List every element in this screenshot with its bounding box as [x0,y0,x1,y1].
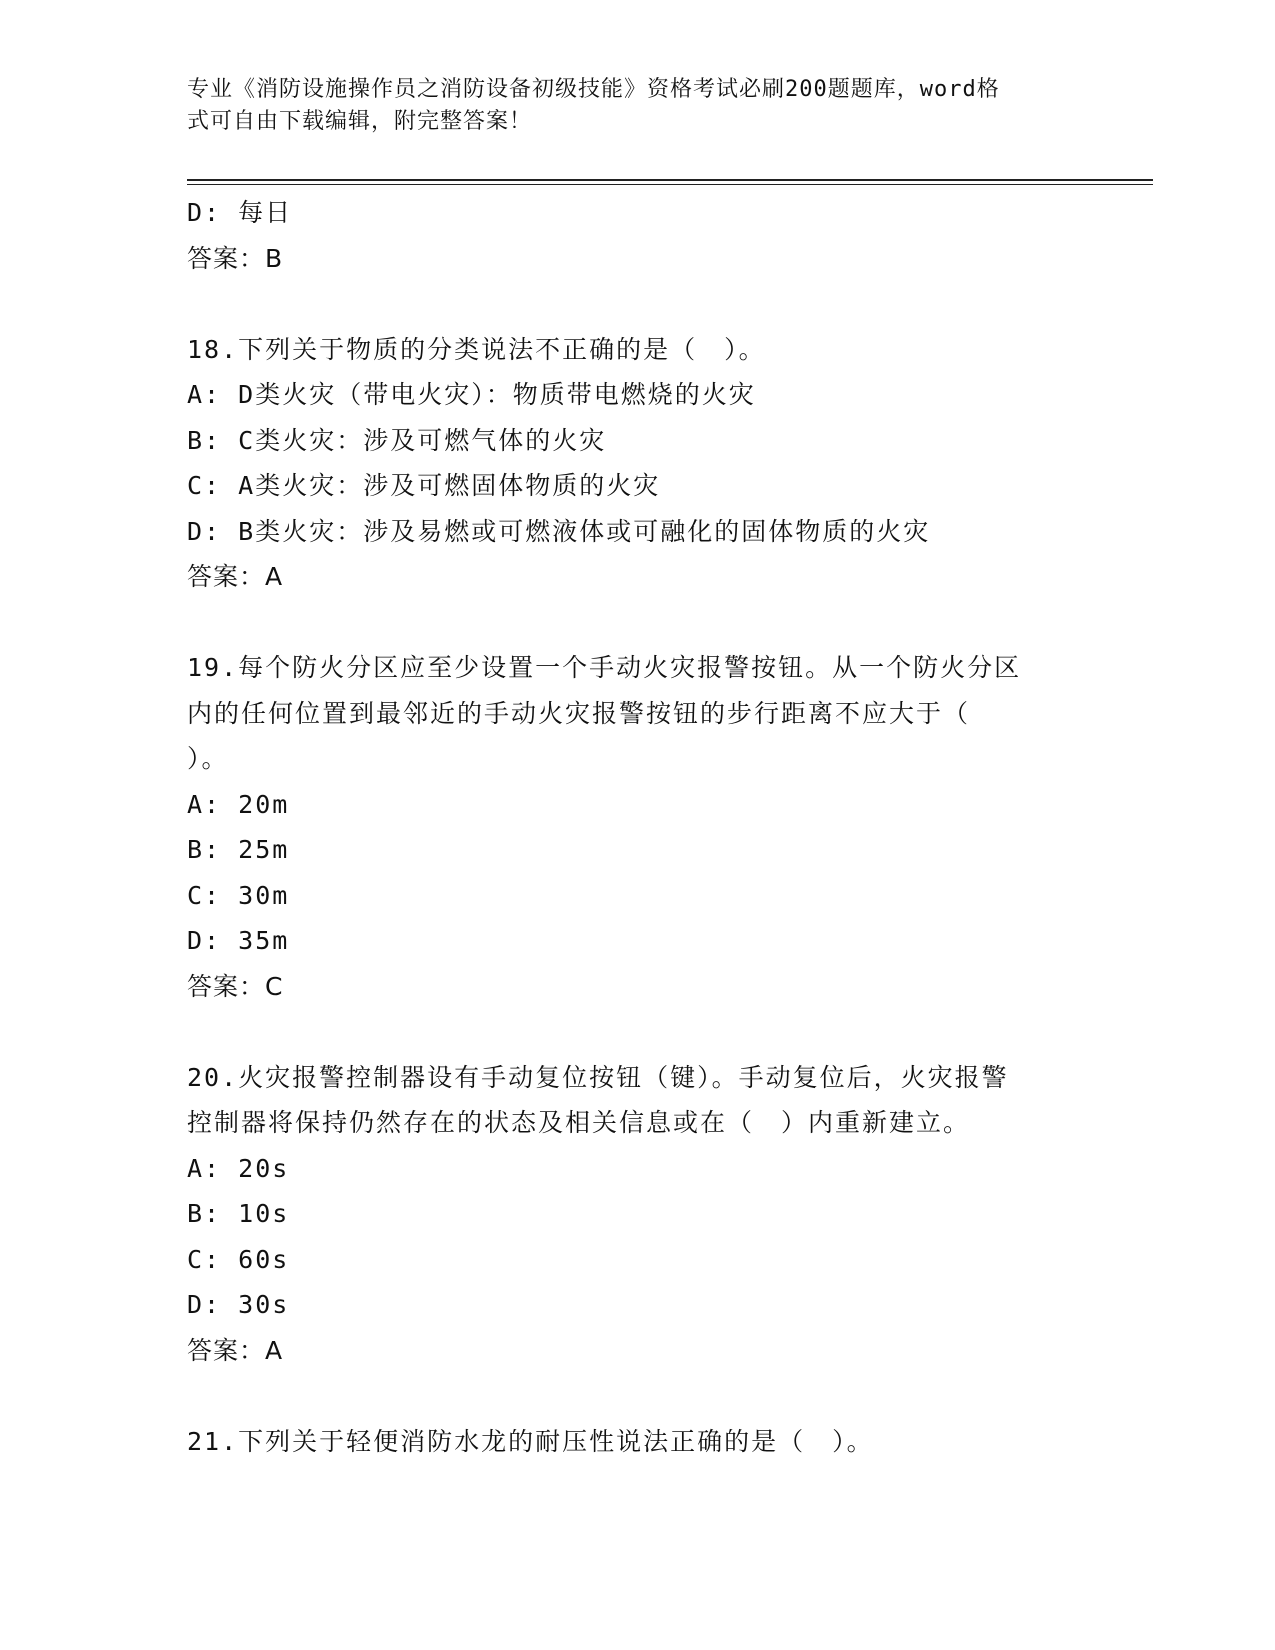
header-line-1: 专业《消防设施操作员之消防设备初级技能》资格考试必刷200题题库，word格 [187,77,1000,102]
answer: 答案：A [187,1335,284,1365]
option-b: B: C类火灾：涉及可燃气体的火灾 [187,425,607,455]
option-d: D: 30s [187,1290,290,1319]
question-20 [187,1055,1087,1374]
question-19 [187,645,1087,1009]
option-b: B: 25m [187,835,290,864]
question-21 [187,1419,1087,1465]
option-c: C: 60s [187,1244,290,1274]
option-d: D: B类火灾：涉及易燃或可燃液体或可融化的固体物质的火灾 [187,516,931,546]
header-line-2: 式可自由下载编辑，附完整答案！ [187,109,533,134]
spacer [187,1009,1087,1055]
document-header [187,74,1057,138]
option-c: C: 30m [187,880,290,910]
document-body [187,190,1087,1464]
prev-option-d: D: 每日 [187,198,293,227]
question-stem-line: 内的任何位置到最邻近的手动火灾报警按钮的步行距离不应大于（ [187,698,971,728]
header-divider-thick [187,179,1153,181]
answer: 答案：C [187,971,284,1001]
answer: 答案：A [187,562,284,591]
option-d: D: 35m [187,926,290,955]
prev-answer: 答案：B [187,243,284,273]
question-stem: 18.下列关于物质的分类说法不正确的是（ ）。 [187,334,766,364]
spacer [187,281,1087,327]
question-stem-line: ）。 [187,744,229,773]
header-divider-thin [187,184,1153,185]
question-stem-line: 20.火灾报警控制器设有手动复位按钮（键）。手动复位后，火灾报警 [187,1062,1009,1092]
option-c: C: A类火灾：涉及可燃固体物质的火灾 [187,471,661,500]
question-stem: 21.下列关于轻便消防水龙的耐压性说法正确的是（ ）。 [187,1426,874,1456]
question-stem-line: 19.每个防火分区应至少设置一个手动火灾报警按钮。从一个防火分区 [187,653,1022,682]
spacer [187,1373,1087,1419]
option-a: A: D类火灾（带电火灾）：物质带电燃烧的火灾 [187,380,756,409]
option-b: B: 10s [187,1199,290,1228]
question-stem-line: 控制器将保持仍然存在的状态及相关信息或在（ ）内重新建立。 [187,1108,971,1137]
spacer [187,600,1087,646]
option-a: A: 20s [187,1153,290,1183]
option-a: A: 20m [187,789,290,819]
question-18 [187,327,1087,600]
